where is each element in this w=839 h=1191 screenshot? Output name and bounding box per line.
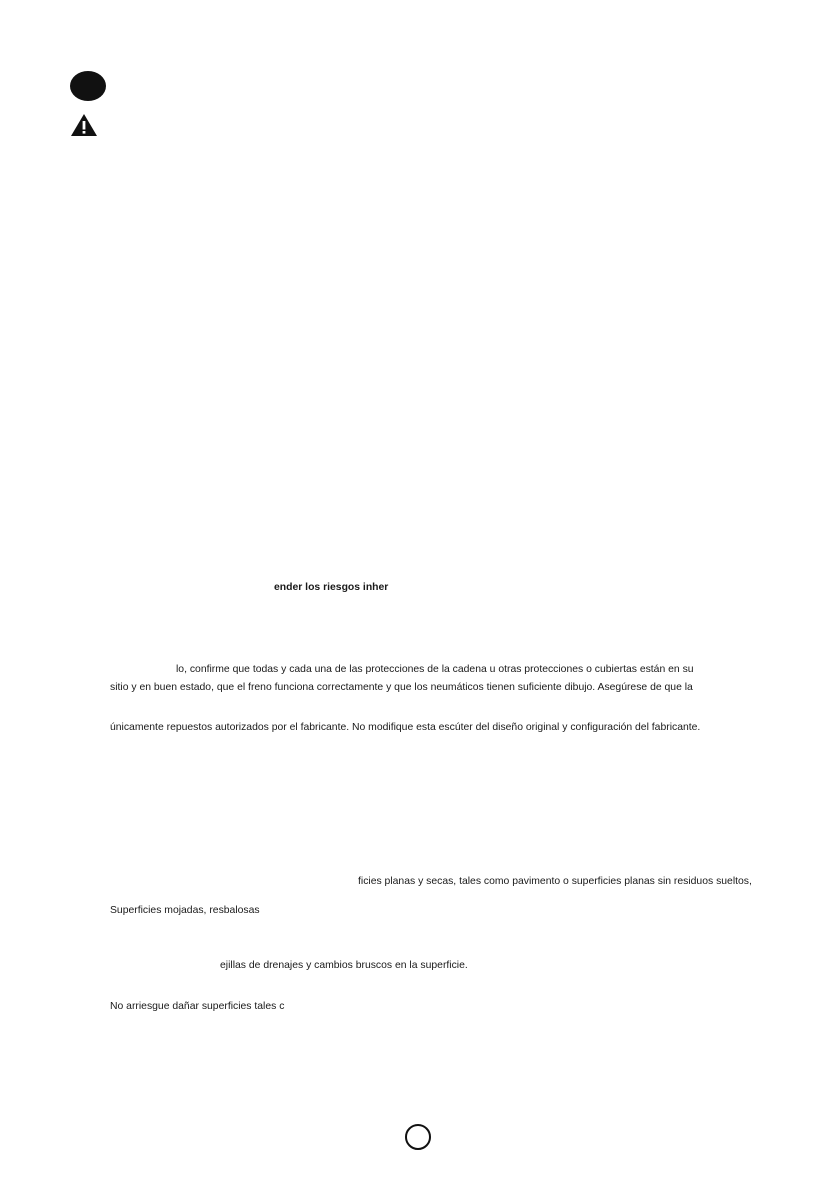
text-line-surface-damage: No arriesgue dañar superficies tales c [110, 1001, 285, 1012]
page-number-circle [405, 1124, 431, 1150]
text-line-drain-grates: ejillas de drenajes y cambios bruscos en la superficie. [220, 960, 468, 971]
language-badge [70, 71, 106, 101]
text-line-spare-parts: únicamente repuestos autorizados por el fabricante. No modifique esta escúter del diseño original y configuración del fabricante. [110, 722, 701, 733]
text-line-brakes-tires: sitio y en buen estado, que el freno funciona correctamente y que los neumáticos tienen suficiente dibujo. Asegúrese de que la [110, 682, 693, 693]
warning-triangle-icon [70, 113, 98, 137]
text-line-wet-surfaces: Superficies mojadas, resbalosas [110, 905, 260, 916]
text-line-protections: lo, confirme que todas y cada una de las protecciones de la cadena u otras protecciones o cubiertas están en su [176, 664, 694, 675]
bold-fragment-risks: ender los riesgos inher [274, 582, 389, 593]
text-line-flat-surfaces: ficies planas y secas, tales como pavimento o superficies planas sin residuos sueltos, [358, 876, 752, 887]
